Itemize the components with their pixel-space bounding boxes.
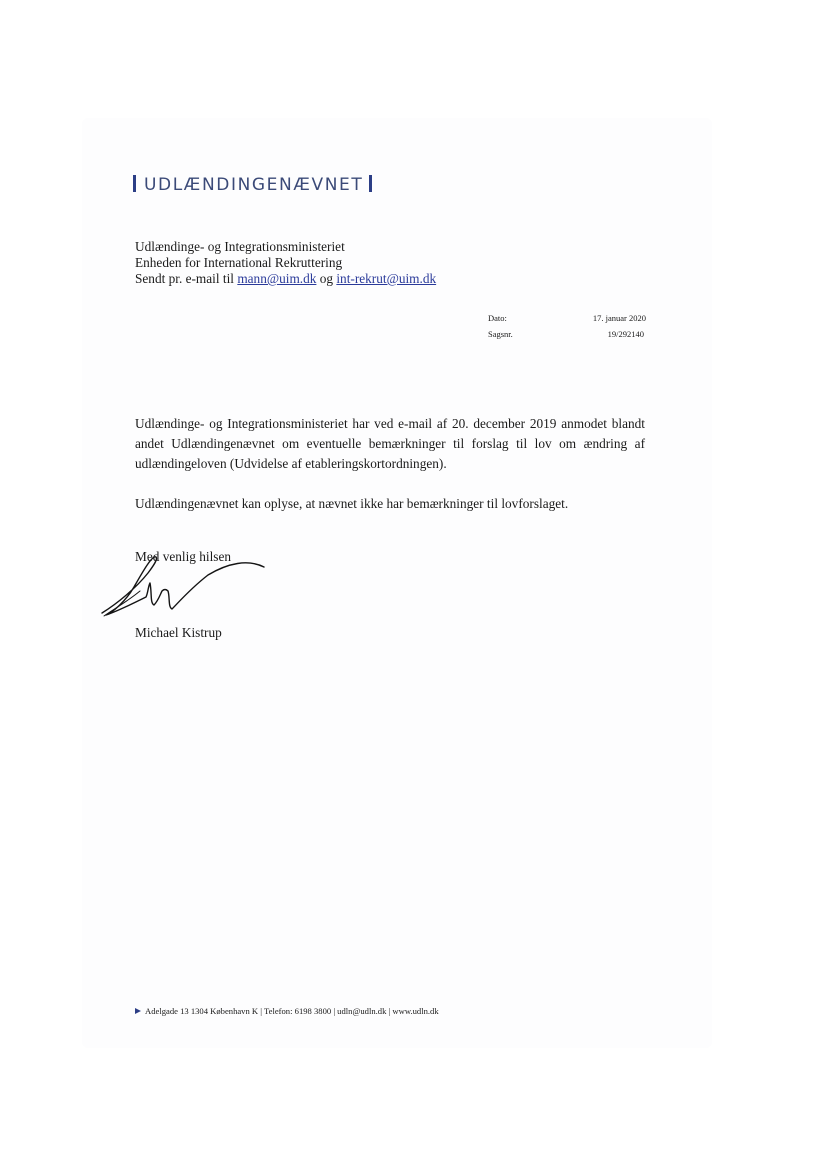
recipient-email-line [135,271,436,287]
recipient-ministry: Udlændinge- og Integrationsministeriet [135,239,345,254]
recipient-unit: Enheden for International Rekruttering [135,255,343,270]
signer-name: Michael Kistrup [135,625,222,640]
email-line-join: og [316,271,337,286]
letter-footer [135,1004,439,1018]
date-label: Dato: [488,313,507,323]
logo-bar-right [369,175,372,192]
body-paragraph-1: Udlændinge- og Integrationsministeriet har ved e-mail af 20. december 2019 anmodet blandt andet Udlændingenævnet om eventuelle bemærkninger til forslag til lov om ændring af udlændingeloven (Udvidelse af etableringskortordningen). [135,416,645,471]
date-value: 17. januar 2020 [592,313,646,323]
letter-body [135,414,645,514]
handwritten-signature [98,553,273,621]
logo-bar-left [133,175,136,192]
date-row [488,310,646,326]
letter-meta [488,310,646,342]
case-number-label: Sagsnr. [488,329,513,339]
email-link-int-rekrut[interactable]: int-rekrut@uim.dk [336,271,437,286]
footer-contact: Adelgade 13 1304 København K | Telefon: 6198 3800 | udln@udln.dk | www.udln.dk [145,1006,439,1016]
case-number-value: 19/292140 [607,329,644,339]
case-number-row [488,326,646,342]
closing-greeting: Med venlig hilsen [135,549,232,564]
logo-text: UDLÆNDINGENÆVNET [144,175,364,195]
body-paragraph-2: Udlændingenævnet kan oplyse, at nævnet ikke har bemærkninger til lovforslaget. [135,496,569,511]
email-link-mann[interactable]: mann@uim.dk [237,271,317,286]
email-line-prefix: Sendt pr. e-mail til [135,271,238,286]
recipient-block [135,239,436,287]
arrow-right-icon [135,1008,141,1014]
letterhead-logo [133,174,372,196]
